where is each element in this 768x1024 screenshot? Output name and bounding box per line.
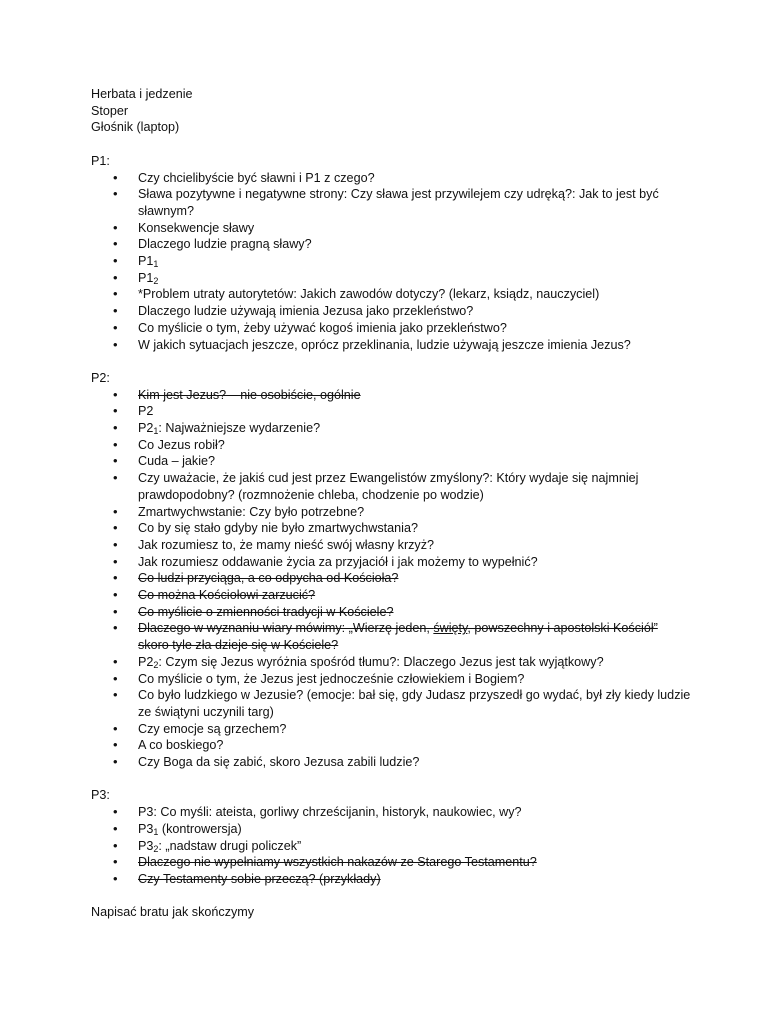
list-item: • Jak rozumiesz to, że mamy nieść swój własny krzyż? bbox=[91, 537, 691, 554]
list-item: • P2 bbox=[91, 403, 691, 420]
header-line: Herbata i jedzenie bbox=[91, 87, 193, 101]
header-line: Głośnik (laptop) bbox=[91, 120, 180, 135]
header-line: Stoper bbox=[91, 103, 129, 118]
list-item: • Co Jezus robił? bbox=[91, 437, 691, 454]
p3-list bbox=[91, 804, 691, 888]
list-item: • Czy Boga da się zabić, skoro Jezusa zabili ludzie? bbox=[91, 754, 691, 771]
list-item: • *Problem utraty autorytetów: Jakich zawodów dotyczy? (lekarz, ksiądz, nauczyciel) bbox=[91, 286, 691, 303]
list-item: • Dlaczego ludzie pragną sławy? bbox=[91, 236, 691, 253]
section-heading-p3: P3: bbox=[91, 788, 110, 803]
list-item: • Czy uważacie, że jakiś cud jest przez Ewangelistów zmyślony?: Który wydaje się najmniej prawdopodobny? (rozmnożenie chleba, chodzenie po wodzie) bbox=[91, 470, 691, 503]
section-heading-p2: P2: bbox=[91, 370, 110, 385]
list-item: • Dlaczego ludzie używają imienia Jezusa jako przekleństwo? bbox=[91, 303, 691, 320]
p2-list bbox=[91, 387, 691, 771]
list-item-struck: • Dlaczego w wyznaniu wiary mówimy: „Wierzę jeden, święty, powszechny i apostolski Kościół” skoro tyle zła dzieje się w Kościele? bbox=[91, 620, 691, 653]
list-item: • $P3_2$: „nadstaw drugi policzek” bbox=[91, 838, 691, 855]
p1-list bbox=[91, 170, 691, 354]
list-item: • $P1_1$ bbox=[91, 253, 691, 270]
list-item: • Co by się stało gdyby nie było zmartwychwstania? bbox=[91, 520, 691, 537]
list-item-struck: • Kim jest Jezus? – nie osobiście, ogólnie bbox=[91, 387, 691, 404]
list-item-struck: • Co myślicie o zmienności tradycji w Kościele? bbox=[91, 604, 691, 621]
list-item: • Czy emocje są grzechem? bbox=[91, 721, 691, 738]
list-item: • Co było ludzkiego w Jezusie? (emocje: bał się, gdy Judasz przyszedł go wydać, był zły kiedy ludzie ze świątyni uczynili targ) bbox=[91, 687, 691, 720]
list-item: • Co myślicie o tym, żeby używać kogoś imienia jako przekleństwo? bbox=[91, 320, 691, 337]
list-item-struck: • Co ludzi przyciąga, a co odpycha od Kościoła? bbox=[91, 570, 691, 587]
list-item: • Co myślicie o tym, że Jezus jest jednocześnie człowiekiem i Bogiem? bbox=[91, 671, 691, 688]
list-item-struck: • Czy Testamenty sobie przeczą? (przykłady) bbox=[91, 871, 691, 888]
list-item: • Konsekwencje sławy bbox=[91, 220, 691, 237]
list-item: • $P3_1$ (kontrowersja) bbox=[91, 821, 691, 838]
list-item: • A co boskiego? bbox=[91, 737, 691, 754]
list-item: • W jakich sytuacjach jeszcze, oprócz przeklinania, ludzie używają jeszcze imienia Jezus? bbox=[91, 337, 691, 354]
list-item: • $P1_2$ bbox=[91, 270, 691, 287]
list-item-struck: • Co można Kościołowi zarzucić? bbox=[91, 587, 691, 604]
list-item-struck: • Dlaczego nie wypełniamy wszystkich nakazów ze Starego Testamentu? bbox=[91, 854, 691, 871]
list-item: • $P2_2$: Czym się Jezus wyróżnia spośród tłumu?: Dlaczego Jezus jest tak wyjątkowy? bbox=[91, 654, 691, 671]
section-heading-p1: P1: bbox=[91, 153, 110, 168]
list-item: • Cuda – jakie? bbox=[91, 453, 691, 470]
list-item: • P3: Co myśli: ateista, gorliwy chrześcijanin, historyk, naukowiec, wy? bbox=[91, 804, 691, 821]
list-item: • Jak rozumiesz oddawanie życia za przyjaciół i jak możemy to wypełnić? bbox=[91, 554, 691, 571]
list-item: • Zmartwychwstanie: Czy było potrzebne? bbox=[91, 504, 691, 521]
list-item: • Sława pozytywne i negatywne strony: Czy sława jest przywilejem czy udręką?: Jak to jest być sławnym? bbox=[91, 186, 691, 219]
document-page bbox=[91, 86, 691, 921]
footer-note: Napisać bratu jak skończymy bbox=[91, 905, 255, 920]
list-item: • Czy chcielibyście być sławni i P1 z czego? bbox=[91, 170, 691, 187]
list-item: • $P2_1$: Najważniejsze wydarzenie? bbox=[91, 420, 691, 437]
